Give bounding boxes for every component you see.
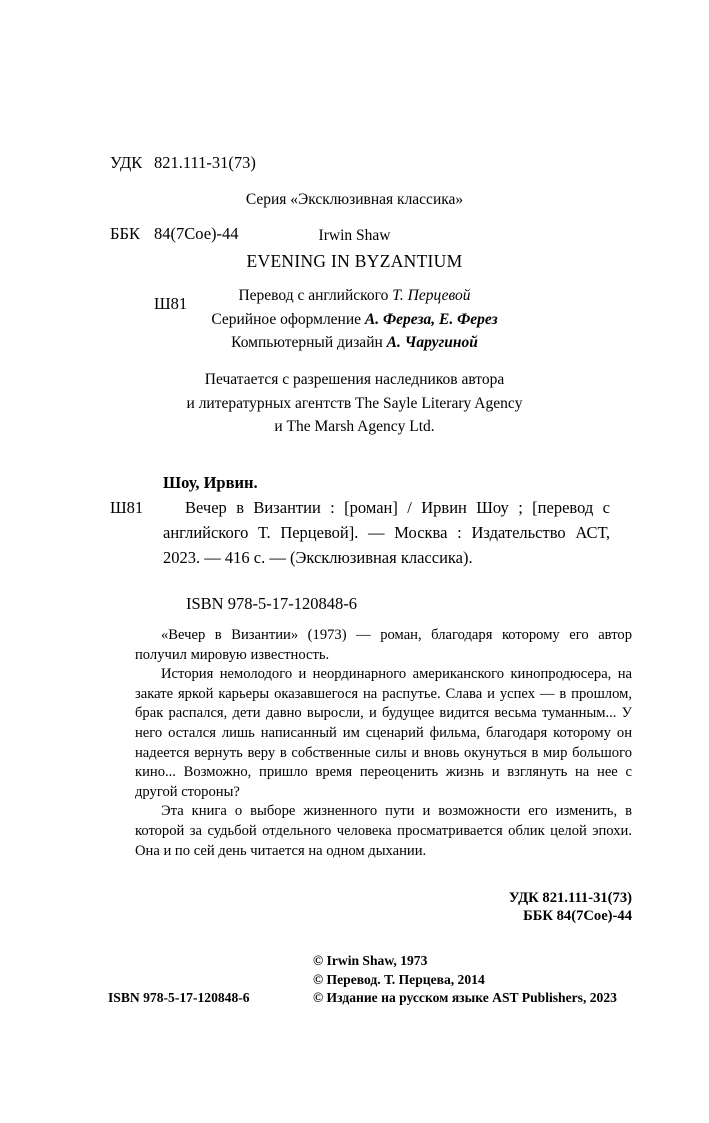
annotation-paragraph-1: «Вечер в Византии» (1973) — роман, благодаря которому его автор получил мировую известность.: [135, 627, 632, 663]
udk-row: [110, 151, 256, 175]
bbk-label: ББК: [110, 223, 140, 243]
computer-design-label: Компьютерный дизайн: [231, 334, 387, 351]
annotation-paragraph-2: История немолодого и неординарного американского кинопродюсера, на закате яркой карьеры оказавшегося на распутье. Слава и успех — в прошлом, брак распался, дети давно выросли, и будущее видится весьма туманным... У него остался лишь написанный им сценарий фильма, благодаря которому он надеется вернуть веру в собственные силы и вновь окунуться в мир большого кино... Возможно, пришло время переоценить жизнь и взглянуть на нее с другой стороны?: [135, 666, 632, 800]
isbn-footer: ISBN 978-5-17-120848-6: [108, 990, 250, 1006]
classification-bottom: [509, 890, 632, 925]
copyright-line-3: © Издание на русском языке AST Publishers, 2023: [313, 990, 617, 1006]
annotation-block: [135, 626, 632, 861]
permission-line-1: Печатается с разрешения наследников автора: [204, 371, 505, 388]
translator-name: Т. Перцевой: [392, 287, 471, 304]
annotation-paragraph-3: Эта книга о выборе жизненного пути и возможности его изменить, в которой за судьбой отдельного человека просматривается облик целой эпохи. Она и по сей день читается на одном дыхании.: [135, 803, 632, 859]
copyright-line-1: © Irwin Shaw, 1973: [313, 953, 428, 968]
biblio-author-heading: Шоу, Ирвин.: [163, 473, 258, 492]
copyright-rows: [108, 952, 632, 1008]
copyright-footer: [108, 952, 632, 1008]
biblio-hanging-mark: Ш81: [110, 498, 144, 517]
bbk-bottom: ББК 84(7Сое)-44: [523, 907, 632, 924]
isbn-main: ISBN 978-5-17-120848-6: [186, 594, 357, 613]
original-title: EVENING IN BYZANTIUM: [246, 251, 463, 271]
series-design-label: Серийное оформление: [211, 310, 365, 328]
series-designer-name: А. Фереза, Е. Ферез: [364, 310, 498, 328]
credits-block: [0, 284, 709, 355]
udk-bottom: УДК 821.111-31(73): [508, 890, 632, 906]
translation-credit: [0, 284, 709, 308]
bbk-value: 84(7Сое)-44: [154, 223, 239, 243]
permission-notice: [0, 368, 709, 439]
author-mark: Ш81: [154, 294, 188, 313]
biblio-description: [110, 495, 610, 570]
translation-label: Перевод с английского: [238, 287, 393, 304]
biblio-description-text: Вечер в Византии : [роман] / Ирвин Шоу ; [перевод с английского Т. Перцевой]. — Москва : Издательство АСТ, 2023. — 416 с. — (Эксклюзивная классика).: [163, 498, 610, 567]
computer-design-credit: [0, 331, 709, 355]
udk-label: УДК: [110, 153, 143, 172]
computer-designer-name: А. Чаругиной: [386, 334, 478, 351]
series-line: Серия «Эксклюзивная классика»: [245, 191, 464, 208]
original-author: Irwin Shaw: [318, 227, 391, 244]
copyright-line-2: © Перевод. Т. Перцева, 2014: [313, 971, 485, 987]
permission-line-2: и литературных агентств The Sayle Literary Agency: [186, 394, 523, 412]
permission-line-3: и The Marsh Agency Ltd.: [274, 418, 435, 435]
series-design-credit: [0, 308, 709, 332]
udk-value: 821.111-31(73): [154, 153, 256, 172]
bibliographic-description: [110, 470, 610, 570]
